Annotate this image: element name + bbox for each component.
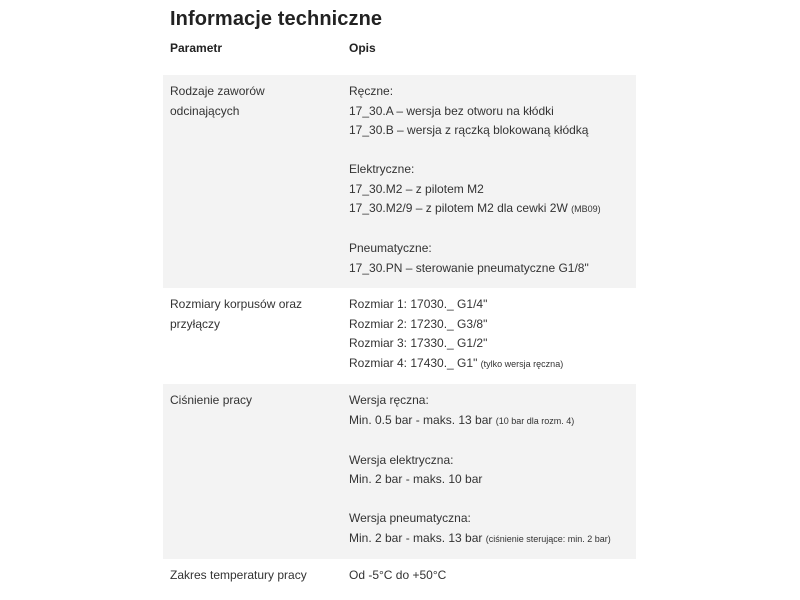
list-item: Rozmiar 3: 17330._ G1/2" [349, 336, 488, 350]
item-note: (tylko wersja ręczna) [480, 358, 564, 369]
list-item: 17_30.M2/9 – z pilotem M2 dla cewki 2W (MB09) [349, 201, 601, 215]
technical-info-section [163, 0, 636, 596]
list-item: Rozmiar 2: 17230._ G3/8" [349, 316, 488, 331]
table-header-row [163, 41, 636, 75]
list-item: Od -5°C do +50°C [349, 568, 447, 582]
item-note: (ciśnienie sterujące: min. 2 bar) [485, 533, 611, 544]
description-cell [342, 384, 636, 559]
list-item: Min. 0.5 bar - maks. 13 bar (10 bar dla rozm. 4) [349, 412, 575, 427]
section-title: Informacje techniczne [170, 8, 383, 30]
group-heading: Wersja elektryczna: [349, 452, 454, 467]
table-row [163, 75, 636, 288]
group-heading: Pneumatyczne: [349, 241, 432, 255]
item-note: (10 bar dla rozm. 4) [495, 415, 575, 426]
param-label: odcinających [170, 103, 240, 118]
table-row [163, 384, 636, 559]
header-parameter: Parametr [170, 41, 223, 55]
param-label: Zakres temperatury pracy [170, 568, 307, 582]
group-heading: Elektryczne: [349, 162, 415, 176]
list-item: Rozmiar 1: 17030._ G1/4" [349, 297, 488, 311]
group-heading: Ręczne: [349, 84, 394, 98]
table-row [163, 559, 636, 596]
description-cell [342, 75, 636, 288]
list-item: Min. 2 bar - maks. 10 bar [349, 472, 483, 486]
param-cell [163, 75, 342, 288]
list-item: 17_30.B – wersja z rączką blokowaną kłódką [349, 123, 589, 137]
param-cell [163, 384, 342, 559]
list-item: 17_30.A – wersja bez otworu na kłódki [349, 103, 554, 118]
param-label: Rodzaje zaworów [170, 84, 265, 98]
list-item: Rozmiar 4: 17430._ G1" (tylko wersja ręczna) [349, 355, 564, 370]
list-item: 17_30.M2 – z pilotem M2 [349, 181, 484, 196]
header-description: Opis [349, 41, 376, 55]
table-row [163, 288, 636, 384]
item-note: (MB09) [571, 204, 601, 214]
list-item: Min. 2 bar - maks. 13 bar (ciśnienie sterujące: min. 2 bar) [349, 530, 611, 545]
description-cell [342, 559, 636, 596]
list-item: 17_30.PN – sterowanie pneumatyczne G1/8" [349, 260, 589, 275]
group-heading: Wersja pneumatyczna: [349, 511, 471, 525]
param-cell [163, 559, 342, 596]
param-cell [163, 288, 342, 384]
spec-table [163, 41, 636, 596]
group-heading: Wersja ręczna: [349, 393, 429, 407]
param-label: Ciśnienie pracy [170, 393, 253, 407]
param-label: przyłączy [170, 316, 221, 331]
description-cell [342, 288, 636, 384]
param-label: Rozmiary korpusów oraz [170, 297, 303, 311]
